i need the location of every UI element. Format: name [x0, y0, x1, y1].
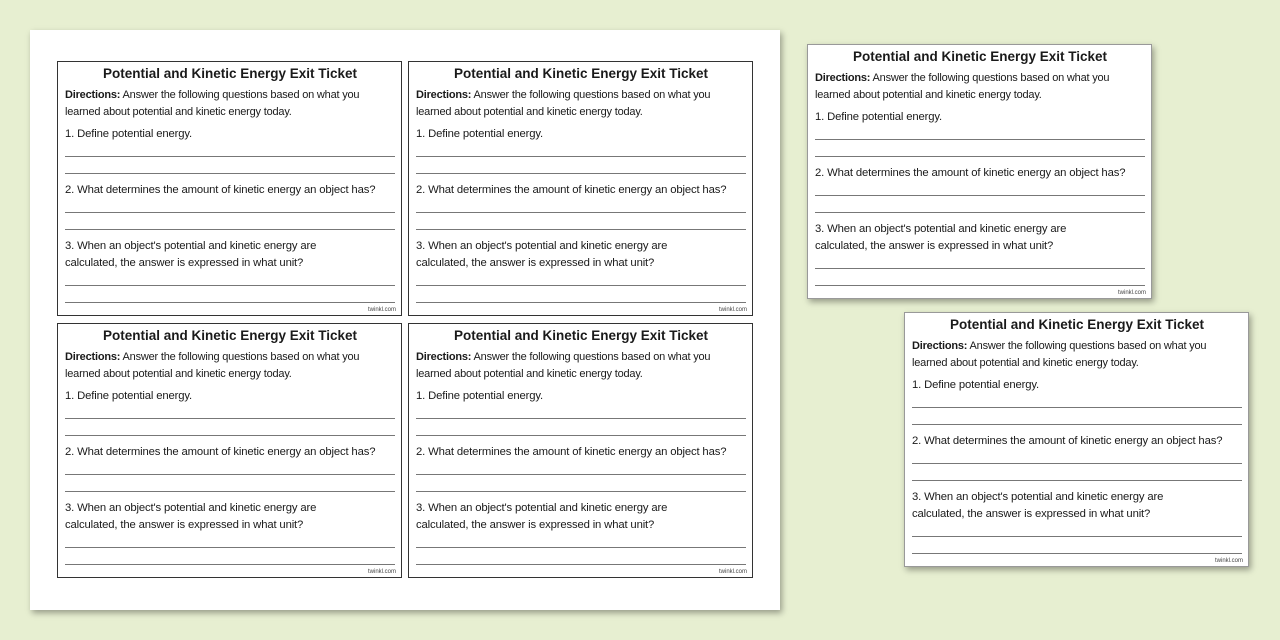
answer-line: [912, 424, 1242, 425]
answer-line: [65, 547, 395, 548]
brand-footer: twinkl.com: [718, 569, 747, 575]
exit-ticket: [408, 61, 753, 316]
question-2: 2. What determines the amount of kinetic energy an object has?: [912, 435, 1223, 447]
question-3-line-2: calculated, the answer is expressed in what unit?: [815, 240, 1054, 252]
answer-line: [65, 229, 395, 230]
answer-line: [912, 463, 1242, 464]
answer-line: [65, 418, 395, 419]
question-1: 1. Define potential energy.: [416, 390, 543, 402]
directions-text: Answer the following questions based on what you learned about potential and kinetic energy today.: [912, 340, 1207, 369]
directions-label: Directions:: [912, 340, 968, 352]
answer-line: [815, 285, 1145, 286]
directions-label: Directions:: [416, 351, 472, 363]
brand-footer: twinkl.com: [1214, 558, 1243, 564]
directions-label: Directions:: [416, 89, 472, 101]
question-1: 1. Define potential energy.: [912, 379, 1039, 391]
ticket-title: Potential and Kinetic Energy Exit Ticket: [102, 328, 358, 343]
answer-line: [65, 302, 395, 303]
exit-ticket-card: [904, 312, 1249, 567]
exit-ticket: [57, 323, 402, 578]
answer-line: [416, 302, 746, 303]
answer-line: [912, 536, 1242, 537]
answer-line: [416, 564, 746, 565]
answer-line: [416, 285, 746, 286]
answer-line: [65, 474, 395, 475]
question-1: 1. Define potential energy.: [65, 390, 192, 402]
question-2: 2. What determines the amount of kinetic energy an object has?: [815, 167, 1126, 179]
directions-label: Directions:: [815, 72, 871, 84]
exit-ticket: [57, 61, 402, 316]
answer-line: [416, 418, 746, 419]
brand-footer: twinkl.com: [367, 307, 396, 313]
brand-footer: twinkl.com: [367, 569, 396, 575]
ticket-title: Potential and Kinetic Energy Exit Ticket: [102, 66, 358, 81]
question-1: 1. Define potential energy.: [416, 128, 543, 140]
question-3-line-1: 3. When an object's potential and kinetic energy are: [416, 502, 668, 514]
answer-line: [416, 435, 746, 436]
question-2: 2. What determines the amount of kinetic energy an object has?: [65, 446, 376, 458]
answer-line: [65, 285, 395, 286]
question-3-line-2: calculated, the answer is expressed in what unit?: [416, 257, 655, 269]
answer-line: [416, 547, 746, 548]
answer-line: [815, 156, 1145, 157]
directions: [912, 338, 1242, 372]
answer-line: [416, 173, 746, 174]
directions: [416, 87, 746, 121]
answer-line: [815, 268, 1145, 269]
question-3-line-1: 3. When an object's potential and kinetic energy are: [912, 491, 1164, 503]
question-2: 2. What determines the amount of kinetic energy an object has?: [416, 446, 727, 458]
directions-text: Answer the following questions based on what you learned about potential and kinetic energy today.: [416, 89, 711, 118]
directions: [65, 87, 395, 121]
answer-line: [815, 212, 1145, 213]
answer-line: [65, 564, 395, 565]
directions-text: Answer the following questions based on what you learned about potential and kinetic energy today.: [65, 89, 360, 118]
ticket-title: Potential and Kinetic Energy Exit Ticket: [852, 49, 1108, 64]
answer-line: [815, 195, 1145, 196]
directions-text: Answer the following questions based on what you learned about potential and kinetic energy today.: [815, 72, 1110, 101]
directions-label: Directions:: [65, 351, 121, 363]
question-3-line-1: 3. When an object's potential and kinetic energy are: [815, 223, 1067, 235]
brand-footer: twinkl.com: [718, 307, 747, 313]
answer-line: [65, 212, 395, 213]
answer-line: [65, 173, 395, 174]
ticket-title: Potential and Kinetic Energy Exit Ticket: [453, 66, 709, 81]
ticket-title: Potential and Kinetic Energy Exit Ticket: [453, 328, 709, 343]
question-1: 1. Define potential energy.: [815, 111, 942, 123]
answer-line: [416, 474, 746, 475]
question-3-line-1: 3. When an object's potential and kinetic energy are: [416, 240, 668, 252]
directions: [416, 349, 746, 383]
question-3-line-1: 3. When an object's potential and kinetic energy are: [65, 240, 317, 252]
answer-line: [912, 407, 1242, 408]
answer-line: [416, 491, 746, 492]
question-3-line-2: calculated, the answer is expressed in what unit?: [65, 519, 304, 531]
directions-label: Directions:: [65, 89, 121, 101]
question-3-line-1: 3. When an object's potential and kinetic energy are: [65, 502, 317, 514]
exit-ticket: [408, 323, 753, 578]
brand-footer: twinkl.com: [1117, 290, 1146, 296]
answer-line: [912, 480, 1242, 481]
question-3-line-2: calculated, the answer is expressed in what unit?: [912, 508, 1151, 520]
directions: [65, 349, 395, 383]
answer-line: [912, 553, 1242, 554]
answer-line: [65, 435, 395, 436]
question-2: 2. What determines the amount of kinetic energy an object has?: [416, 184, 727, 196]
answer-line: [416, 156, 746, 157]
answer-line: [416, 212, 746, 213]
answer-line: [65, 156, 395, 157]
question-2: 2. What determines the amount of kinetic energy an object has?: [65, 184, 376, 196]
directions-text: Answer the following questions based on what you learned about potential and kinetic energy today.: [416, 351, 711, 380]
answer-line: [416, 229, 746, 230]
ticket-title: Potential and Kinetic Energy Exit Ticket: [949, 317, 1205, 332]
question-3-line-2: calculated, the answer is expressed in what unit?: [416, 519, 655, 531]
answer-line: [815, 139, 1145, 140]
question-3-line-2: calculated, the answer is expressed in what unit?: [65, 257, 304, 269]
question-1: 1. Define potential energy.: [65, 128, 192, 140]
answer-line: [65, 491, 395, 492]
directions-text: Answer the following questions based on what you learned about potential and kinetic energy today.: [65, 351, 360, 380]
exit-ticket-card: [807, 44, 1152, 299]
directions: [815, 70, 1145, 104]
